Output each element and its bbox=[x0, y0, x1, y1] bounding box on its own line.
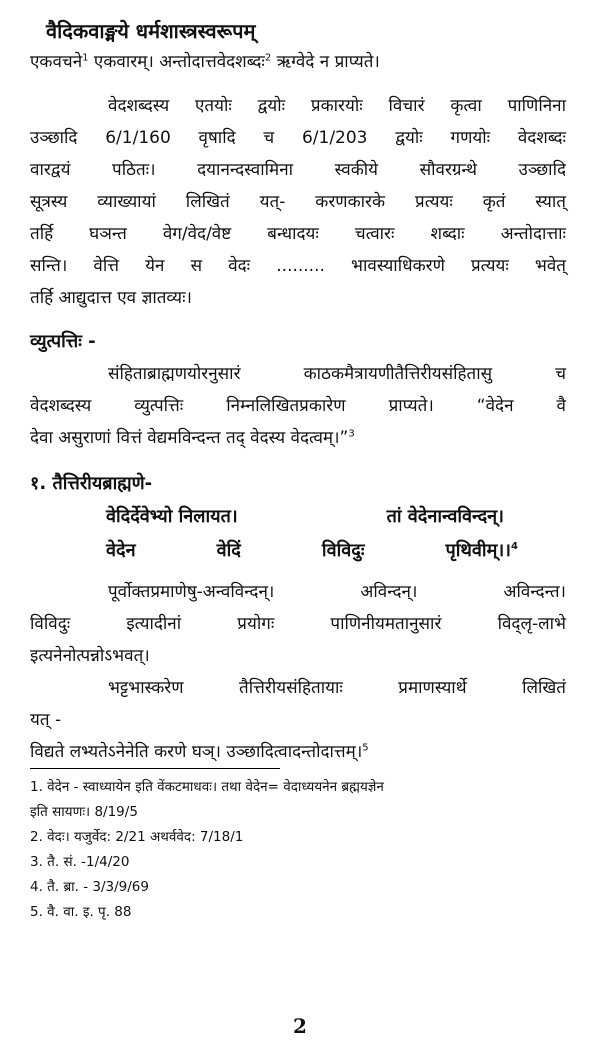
paragraph-line: पूर्वोक्तप्रमाणेषु-अन्वविन्दन्। अविन्दन्। अविन्दन्त। bbox=[108, 582, 566, 602]
paragraph-line: विविदुः इत्यादीनां प्रयोगः पाणिनीयमतानुसारं विद्लृ-लाभे bbox=[30, 614, 566, 634]
paragraph-text: देवा असुराणां वित्तं वेद्यमविन्दन्त तद् वेदस्य वेदत्वम्।” bbox=[30, 428, 349, 448]
footnote-ref-4: 4 bbox=[511, 541, 518, 552]
page-number: 2 bbox=[293, 1014, 307, 1038]
paragraph-line: सन्ति। वेत्ति येन स वेदः ......... भावस्याधिकरणे प्रत्ययः भवेत् bbox=[30, 256, 566, 276]
footnote-divider bbox=[30, 768, 280, 769]
paragraph-veda-word bbox=[30, 90, 566, 314]
paragraph-line: संहिताब्राह्मणयोरनुसारं काठकमैत्रायणीतैत्तिरीयसंहितासु च bbox=[108, 364, 566, 384]
footnote-line: इति सायणः। 8/19/5 bbox=[30, 804, 138, 820]
footnote-ref-5: 5 bbox=[362, 742, 369, 754]
footnotes bbox=[30, 775, 566, 925]
paragraph-line: सूत्रस्य व्याख्यायां लिखितं यत्- करणकारके प्रत्ययः कृतं स्यात् bbox=[30, 192, 566, 212]
footnote-line: 1. वेदेन - स्वाध्यायेन इति वेंकटमाधवः। तथा वेदेन= वेदाध्ययनेन ब्रह्मयज्ञेन bbox=[30, 779, 384, 795]
verse-line bbox=[106, 534, 518, 568]
paragraph-usage bbox=[30, 576, 566, 672]
paragraph-line: तर्हि घञन्त वेग/वेद/वेष्ट बन्धादयः चत्वारः शब्दाः अन्तोदात्ताः bbox=[30, 224, 566, 244]
footnote-line: 4. तै. ब्रा. - 3/3/9/69 bbox=[30, 879, 149, 895]
paragraph-line bbox=[30, 422, 566, 454]
quote-text: विद्यते लभ्यतेऽनेनेति करणे घञ्। उञ्छादित्वादन्तोदात्तम्। bbox=[30, 742, 363, 762]
verse-part: विविदुः bbox=[321, 540, 365, 561]
paragraph-line: तर्हि आद्युदात्त एव ज्ञातव्यः। bbox=[30, 288, 192, 308]
footnote-line: 5. वै. वा. इ. पृ. 88 bbox=[30, 904, 132, 920]
verse-part: तां वेदेनान्वविन्दन्। bbox=[386, 506, 504, 527]
paragraph-etymology bbox=[30, 358, 566, 454]
section-heading: व्युत्पत्तिः - bbox=[30, 331, 96, 352]
verse-part: वेदिर्देवेभ्यो निलायत। bbox=[106, 506, 238, 527]
quote-line bbox=[30, 736, 566, 768]
footnote-line: 2. वेदः। यजुर्वेद: 2/21 अथर्ववेद: 7/18/1 bbox=[30, 829, 244, 845]
verse-part: वेदिं bbox=[216, 540, 241, 561]
paragraph-line: भट्टभास्करेण तैत्तिरीयसंहितायाः प्रमाणस्यार्थे लिखितं bbox=[108, 678, 566, 698]
footnote-ref-2: 2 bbox=[264, 52, 272, 64]
paragraph-line: वेदशब्दस्य एतयोः द्वयोः प्रकारयोः विचारं कृत्वा पाणिनिना bbox=[108, 96, 566, 116]
paragraph-line: वारद्वयं पठितः। दयानन्दस्वामिना स्वकीये सौवरग्रन्थे उञ्छादि bbox=[30, 160, 566, 180]
paragraph-line: इत्यनेनोत्पन्नोऽभवत्। bbox=[30, 646, 150, 666]
verse-block bbox=[30, 500, 566, 568]
paragraph-line: उञ्छादि 6/1/160 वृषादि च 6/1/203 द्वयोः गणयोः वेदशब्दः bbox=[30, 128, 566, 148]
verse-part: पृथिवीम्।।$^4$ bbox=[445, 540, 518, 561]
footnote-line: 3. तै. सं. -1/4/20 bbox=[30, 854, 130, 870]
paragraph-bhatta bbox=[30, 672, 566, 768]
intro-text-b: एकवारम्। अन्तोदात्तवेदशब्दः bbox=[88, 52, 265, 72]
verse-line bbox=[106, 500, 518, 534]
footnote-ref-1: 1 bbox=[82, 52, 89, 64]
intro-text-c: ऋग्वेदे न प्राप्यते। bbox=[271, 52, 380, 72]
intro-line bbox=[30, 46, 566, 78]
intro-text-a: एकवचने bbox=[30, 52, 83, 72]
item-heading: १. तैत्तिरीयब्राह्मणे- bbox=[30, 473, 153, 494]
footnote-ref-3: 3 bbox=[348, 428, 355, 440]
paragraph-line: यत् - bbox=[30, 710, 62, 730]
page-title: वैदिकवाङ्मये धर्मशास्त्रस्वरूपम् bbox=[46, 19, 256, 43]
paragraph-line: वेदशब्दस्य व्युत्पत्तिः निम्नलिखितप्रकारेण प्राप्यते। “वेदेन वै bbox=[30, 396, 566, 416]
verse-part: वेदेन bbox=[106, 540, 136, 561]
